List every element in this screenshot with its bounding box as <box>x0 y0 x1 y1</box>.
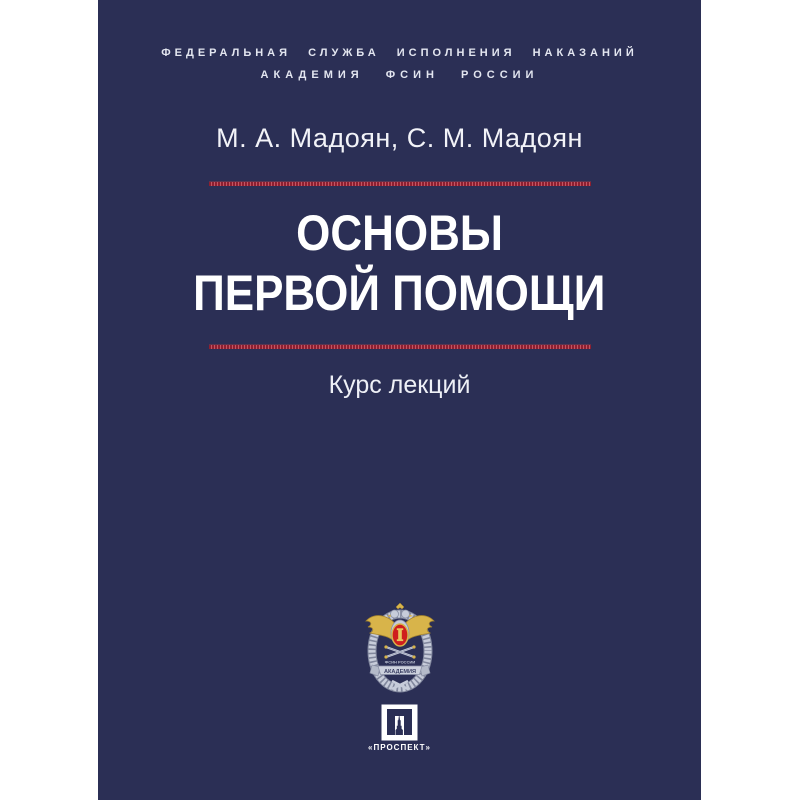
emblem-caption-banner: АКАДЕМИЯ <box>383 668 416 675</box>
fsin-academy-badge-icon <box>359 597 441 699</box>
decorative-rule-top <box>209 181 591 186</box>
organization-line-2: АКАДЕМИЯ ФСИН РОССИИ <box>260 69 539 81</box>
publisher-name: «ПРОСПЕКТ» <box>368 743 431 752</box>
book-cover <box>98 0 701 800</box>
book-title-line-1: ОСНОВЫ <box>296 205 503 261</box>
emblem-caption-top: ФСИН РОССИИ <box>384 659 415 665</box>
prospekt-logo-icon <box>381 704 418 742</box>
book-title <box>98 203 701 323</box>
book-title-line-2: ПЕРВОЙ ПОМОЩИ <box>193 265 606 321</box>
subtitle: Курс лекций <box>328 371 471 399</box>
organization-line-1: ФЕДЕРАЛЬНАЯ СЛУЖБА ИСПОЛНЕНИЯ НАКАЗАНИЙ <box>161 47 638 59</box>
decorative-rule-bottom <box>209 344 591 349</box>
authors: М. А. Мадоян, С. М. Мадоян <box>216 123 583 153</box>
publisher-block <box>340 704 460 752</box>
